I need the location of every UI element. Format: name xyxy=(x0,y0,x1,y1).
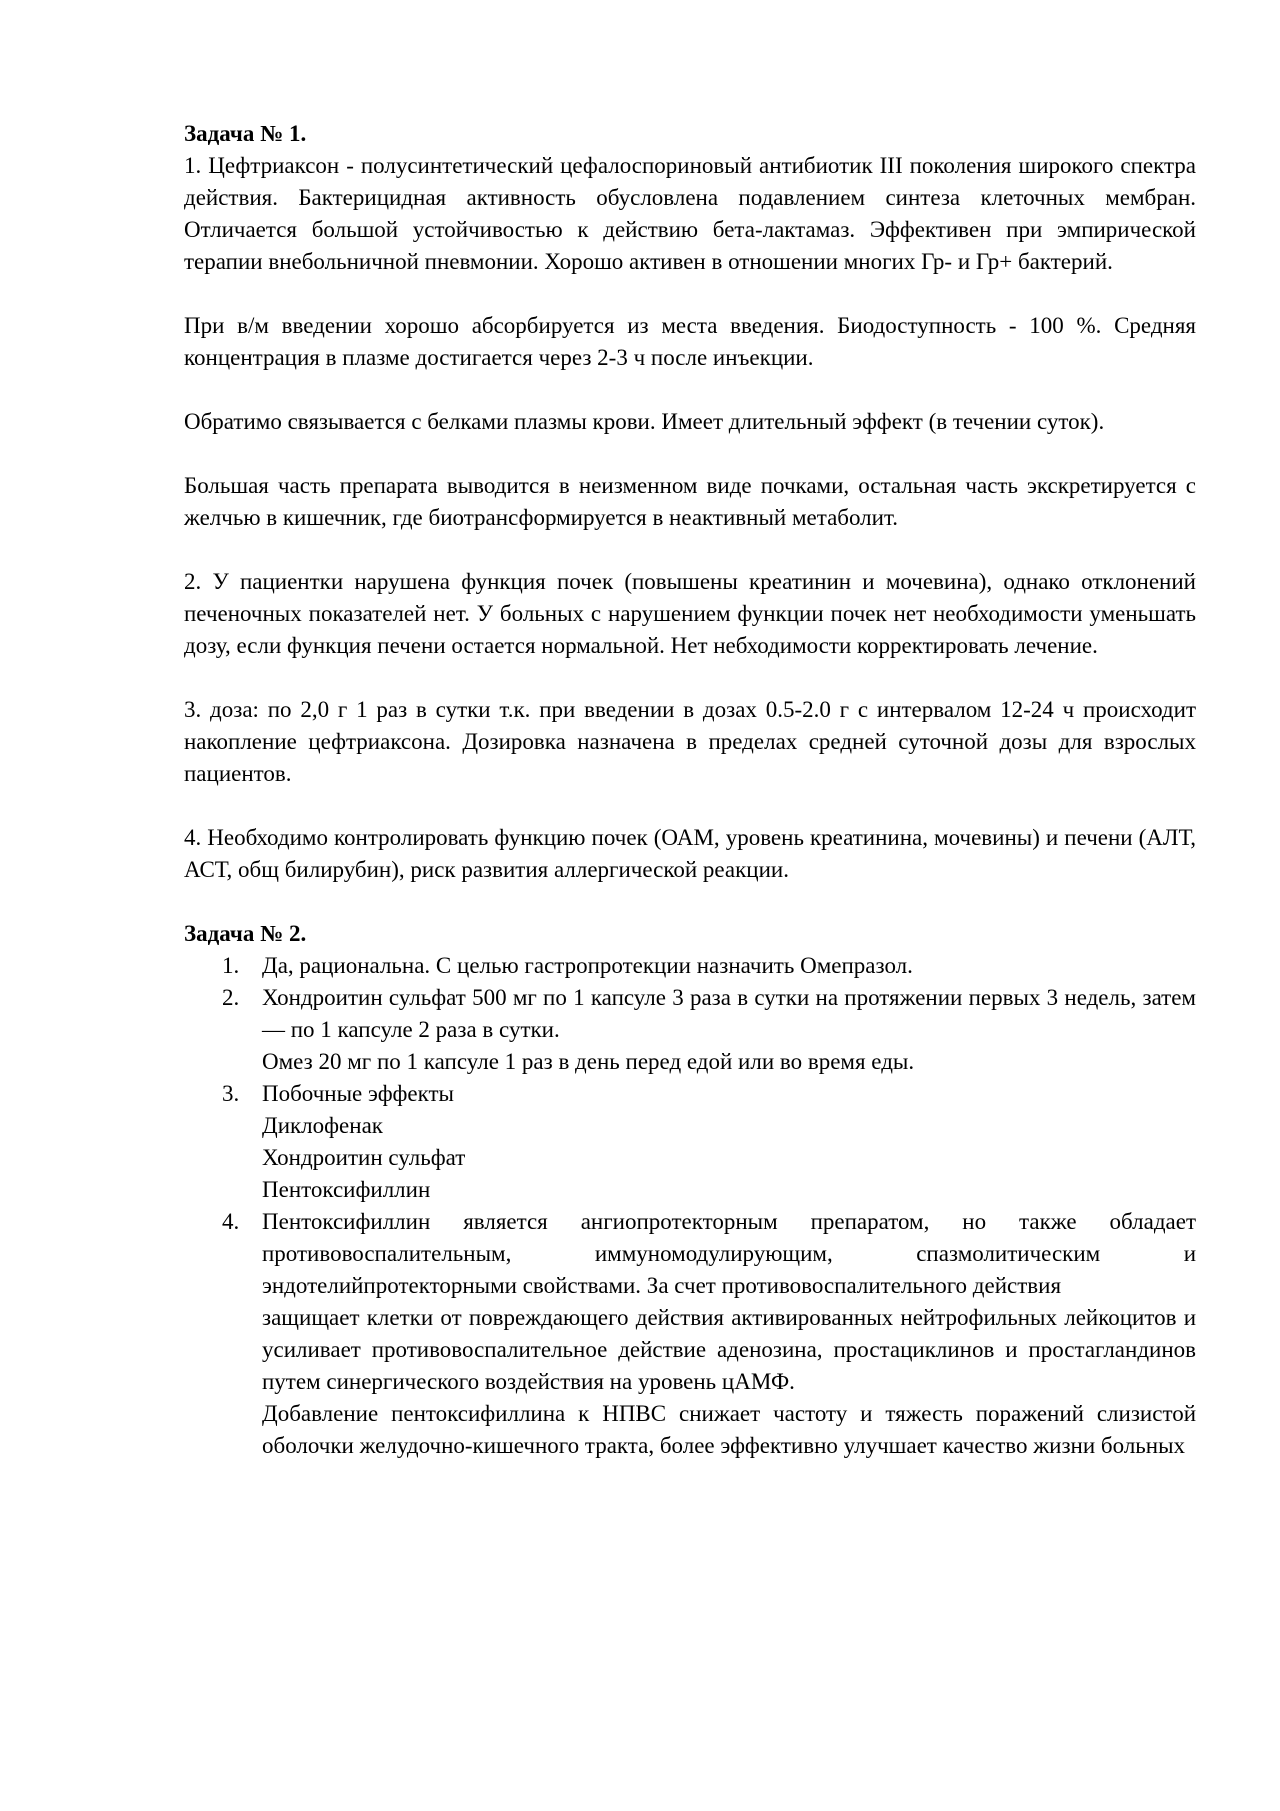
task1-heading: Задача № 1. xyxy=(184,121,307,146)
list-item-number: 4. xyxy=(222,1209,240,1234)
document-page xyxy=(184,118,1196,1462)
list-item-number: 3. xyxy=(222,1081,240,1106)
list-item-text: Да, рациональна. С целью гастропротекции назначить Омепразол. xyxy=(262,953,913,978)
list-item-text: Пентоксифиллин xyxy=(262,1177,431,1202)
list-item-text: Пентоксифиллин является ангиопротекторным препаратом, но также обладает противовоспалительным, иммуномодулирующим, спазмолитическим и эндотелийпротекторными свойствами. За счет противовоспалительного действия xyxy=(262,1209,1196,1298)
list-item-text: защищает клетки от повреждающего действия активированных нейтрофильных лейкоцитов и усиливает противовоспалительное действие аденозина, простациклинов и простагландинов путем синергического воздействия на уровень цАМФ. xyxy=(262,1305,1196,1394)
task2-heading: Задача № 2. xyxy=(184,921,307,946)
list-item xyxy=(184,1206,1196,1462)
task1-paragraph-6: 3. доза: по 2,0 г 1 раз в сутки т.к. при введении в дозах 0.5-2.0 г с интервалом 12-24 ч происходит накопление цефтриаксона. Дозировка назначена в пределах средней суточной дозы для взрослых пациентов. xyxy=(184,697,1196,786)
task2-answer-list xyxy=(184,950,1196,1462)
task1-paragraph-2: При в/м введении хорошо абсорбируется из места введения. Биодоступность - 100 %. Средняя концентрация в плазме достигается через 2-3 ч после инъекции. xyxy=(184,313,1196,370)
list-item-text: Омез 20 мг по 1 капсуле 1 раз в день перед едой или во время еды. xyxy=(262,1049,915,1074)
list-item-text: Побочные эффекты xyxy=(262,1081,454,1106)
list-item xyxy=(184,982,1196,1078)
task1-paragraph-5: 2. У пациентки нарушена функция почек (повышены креатинин и мочевина), однако отклонений печеночных показателей нет. У больных с нарушением функции почек нет необходимости уменьшать дозу, если функция печени остается нормальной. Нет небходимости корректировать лечение. xyxy=(184,569,1196,658)
list-item-number: 2. xyxy=(222,985,240,1010)
task1-paragraph-3: Обратимо связывается с белками плазмы крови. Имеет длительный эффект (в течении суток). xyxy=(184,409,1105,434)
list-item xyxy=(184,1078,1196,1206)
list-item xyxy=(184,950,1196,982)
list-item-number: 1. xyxy=(222,953,240,978)
list-item-text: Диклофенак xyxy=(262,1113,383,1138)
task1-paragraph-1: 1. Цефтриаксон - полусинтетический цефалоспориновый антибиотик III поколения широкого спектра действия. Бактерицидная активность обусловлена подавлением синтеза клеточных мембран. Отличается большой устойчивостью к действию бета-лактамаз. Эффективен при эмпирической терапии внебольничной пневмонии. Хорошо активен в отношении многих Гр- и Гр+ бактерий. xyxy=(184,153,1196,274)
task1-paragraph-4: Большая часть препарата выводится в неизменном виде почками, остальная часть экскретируется с желчью в кишечник, где биотрансформируется в неактивный метаболит. xyxy=(184,473,1196,530)
task1-paragraph-7: 4. Необходимо контролировать функцию почек (ОАМ, уровень креатинина, мочевины) и печени (АЛТ, АСТ, общ билирубин), риск развития аллергической реакции. xyxy=(184,825,1196,882)
list-item-text: Добавление пентоксифиллина к НПВС снижает частоту и тяжесть поражений слизистой оболочки желудочно-кишечного тракта, более эффективно улучшает качество жизни больных xyxy=(262,1401,1196,1458)
list-item-text: Хондроитин сульфат 500 мг по 1 капсуле 3 раза в сутки на протяжении первых 3 недель, затем — по 1 капсуле 2 раза в сутки. xyxy=(262,985,1196,1042)
list-item-text: Хондроитин сульфат xyxy=(262,1145,466,1170)
